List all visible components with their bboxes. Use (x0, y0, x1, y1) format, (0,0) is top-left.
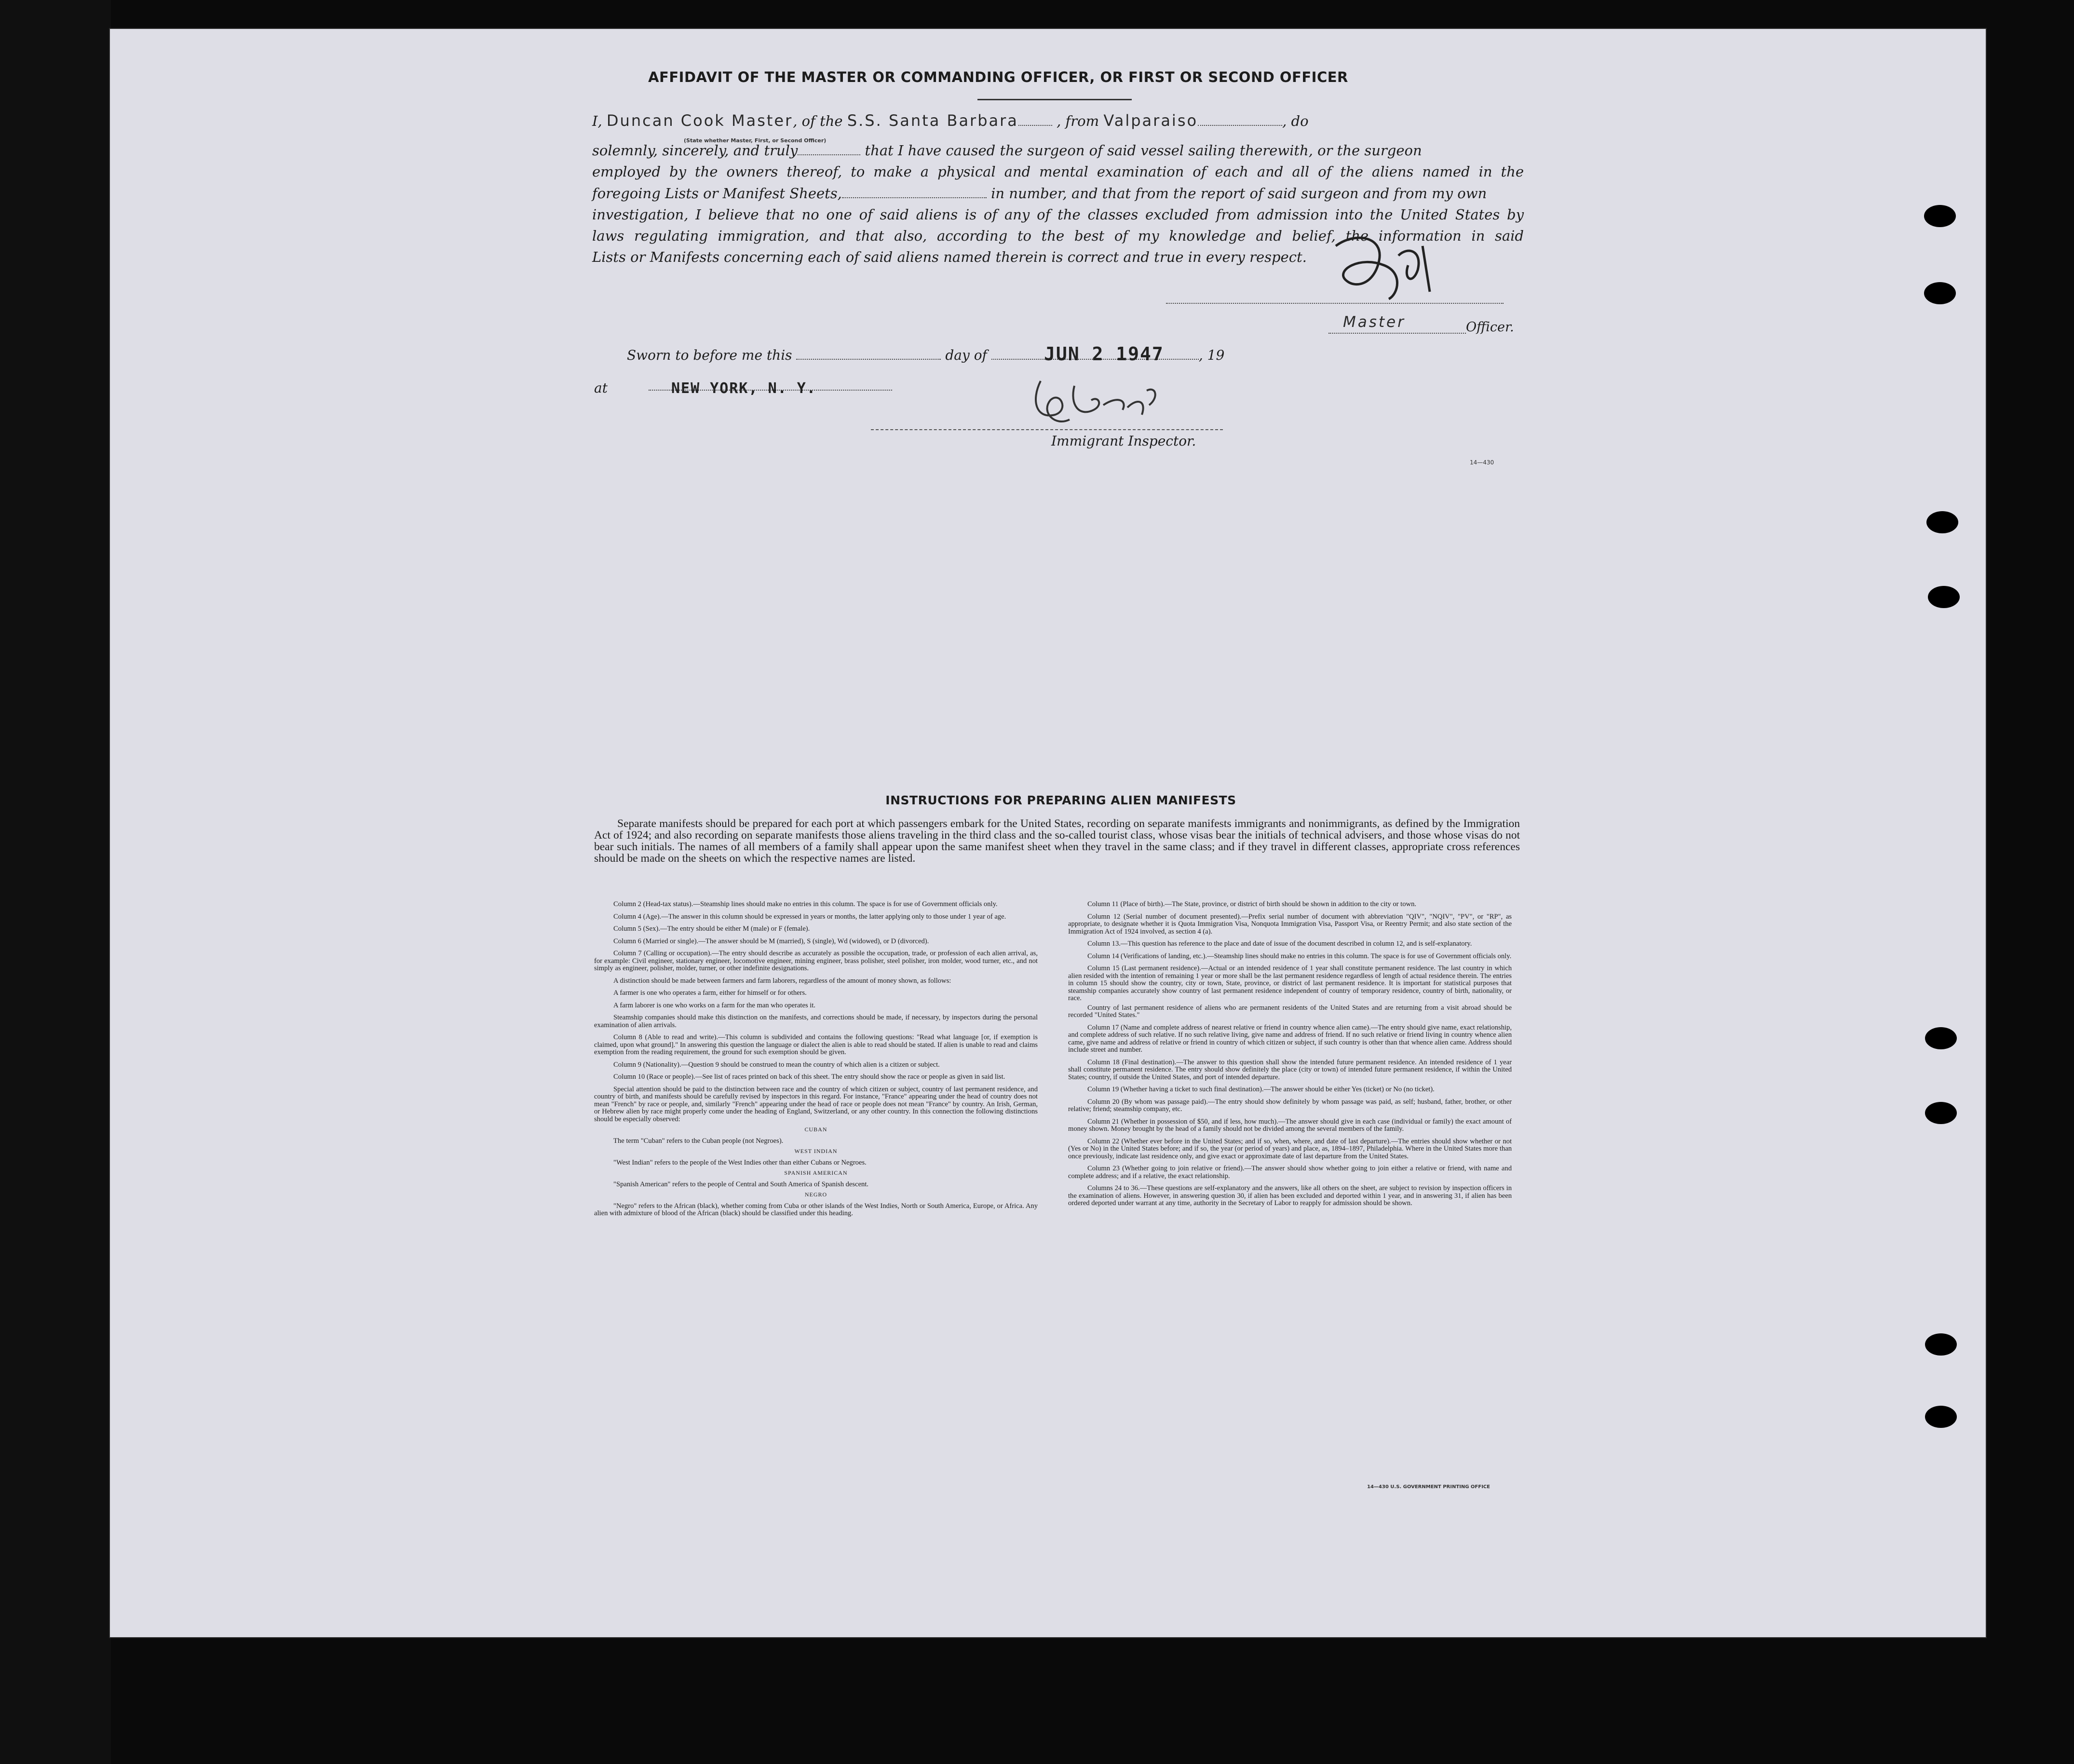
punch-hole (1925, 1027, 1957, 1049)
instruction-paragraph: Column 14 (Verifications of landing, etc.).—Steamship lines should make no entries in this column. The space is for use of Government officials only. (1087, 952, 1512, 960)
affidavit-line-3: employed by the owners thereof, to make a physical and mental examination of each and all of the aliens named in the (592, 163, 1524, 180)
instruction-paragraph: Column 7 (Calling or occupation).—The entry should describe as accurately as possible the occupation, trade, or profession of each alien arrival, as, for example: Civil engineer, stationary engineer, locomotive engineer, mining engineer, brass polisher, steel polisher, iron molder, wood turner, etc., and not simply as engineer, polisher, molder, turner, or other indefinite designations. (594, 950, 1038, 972)
instruction-paragraph: Column 4 (Age).—The answer in this column should be expressed in years or months, the latter applying only to those under 1 year of age. (613, 912, 1006, 921)
master-signature (1326, 227, 1442, 309)
affidavit-line-2: solemnly, sincerely, and truly that I have caused the surgeon of said vessel sailing therewith, or the surgeon (592, 142, 1422, 159)
instruction-paragraph: Column 20 (By whom was passage paid).—The entry should show definitely by whom passage was paid, as self; husband, father, brother, or other relative; friend; steamship company, etc. (1068, 1098, 1512, 1113)
instruction-paragraph: Column 11 (Place of birth).—The State, province, or district of birth should be shown in addition to the city or town. (1087, 900, 1417, 908)
instruction-paragraph: Special attention should be paid to the distinction between race and the country of which citizen or subject, country of last permanent residence, and country of birth, and manifests should be carefully revised by inspectors in this regard. For instance, "France" appearing under the head of country does not mean "French" by race or people, and, similarly "French" appearing under the head of race or people does not mean "France" by country. An Irish, German, or Hebrew alien by race might properly come under the heading of England, Switzerland, or any other country. In this connection the following distinctions should be especially observed: (594, 1085, 1038, 1123)
affidavit-line-5: investigation, I believe that no one of said aliens is of any of the classes excluded from admission into the United States by (592, 206, 1524, 223)
section-heading-negro: NEGRO (804, 1191, 827, 1198)
instructions-right-column (1068, 901, 1512, 1209)
punch-hole (1925, 1102, 1957, 1124)
instruction-paragraph: Column 9 (Nationality).—Question 9 should be construed to mean the country of which alien is a citizen or subject. (613, 1060, 940, 1069)
inspector-signature-line (871, 429, 1223, 430)
instruction-paragraph: Column 19 (Whether having a ticket to such final destination).—The answer should be either Yes (ticket) or No (no ticket). (1087, 1086, 1435, 1093)
date-stamp: JUN 2 1947 (1044, 343, 1164, 365)
inspector-label: Immigrant Inspector. (1051, 433, 1196, 449)
instruction-paragraph: A distinction should be made between farmers and farm laborers, regardless of the amount of money shown, as follows: (613, 977, 951, 985)
inspector-signature (1026, 371, 1161, 434)
affidavit-title: AFFIDAVIT OF THE MASTER OR COMMANDING OFFICER, OR FIRST OR SECOND OFFICER (648, 69, 1348, 85)
punch-hole (1928, 586, 1960, 608)
signature-line (1166, 303, 1504, 304)
punch-hole (1924, 205, 1956, 227)
at-label: at (594, 380, 608, 396)
officer-rank-handwritten: Master (1343, 313, 1406, 331)
title-rule (977, 99, 1132, 100)
instruction-paragraph: Column 6 (Married or single).—The answer should be M (married), S (single), Wd (widowed), or D (divorced). (613, 937, 929, 945)
film-border (0, 0, 111, 1764)
affidavit-line-4: foregoing Lists or Manifest Sheets, in number, and that from the report of said surgeon and from my own (592, 185, 1487, 202)
instructions-left-column (594, 901, 1038, 1220)
rank-note: (State whether Master, First, or Second Officer) (684, 137, 827, 144)
printer-imprint: 14—430 U.S. GOVERNMENT PRINTING OFFICE (1367, 1484, 1490, 1490)
instruction-paragraph: "West Indian" refers to the people of the West Indies other than either Cubans or Negroes. (613, 1158, 867, 1167)
instruction-paragraph: Column 17 (Name and complete address of nearest relative or friend in country whence alien came).—The entry should give name, exact relationship, and complete address of such relative. If no such relative living, give name and address of friend. If no such relative or friend living in country whence alien came, give name and address of relative or friend in country of which citizen or subject, if such country is other than that whence alien came. Address should include street and number. (1068, 1023, 1512, 1054)
instruction-paragraph: "Negro" refers to the African (black), whether coming from Cuba or other islands of the West Indies, North or South America, Europe, or Africa. Any alien with admixture of blood of the African (black) should be classified under this heading. (594, 1202, 1038, 1217)
section-heading-spanish-american: SPANISH AMERICAN (784, 1169, 848, 1176)
instructions-intro: Separate manifests should be prepared for each port at which passengers embark for the United States, recording on separate manifests immigrants and nonimmigrants, as defined by the Immigration Act of 1924; and also recording on separate manifests those aliens traveling in the third class and the so-called tourist class, whose visas bear the initials of technical advisers, and those whose visas do not bear such initials. The names of all members of a family shall appear upon the same manifest sheet when they travel in the same class; and if they travel in different classes, appropriate cross references should be made on the sheets on which the respective names are listed. (594, 817, 1520, 865)
instruction-paragraph: Columns 24 to 36.—These questions are self-explanatory and the answers, like all others on the sheet, are subject to revision by inspection officers in the examination of aliens. However, in answering question 30, if alien has been excluded and deported within 1 year, and in answering 31, if alien has been ordered deported under warrant at any time, authority in the Secretary of Labor to reapply for admission should be shown. (1068, 1184, 1512, 1207)
punch-hole (1924, 282, 1956, 304)
master-name-handwritten: Duncan Cook Master (606, 111, 793, 130)
sworn-row: Sworn to before me this day of , 19 (627, 347, 1225, 363)
instruction-paragraph: Column 5 (Sex).—The entry should be either M (male) or F (female). (613, 925, 810, 933)
departure-port-handwritten: Valparaiso (1103, 111, 1198, 130)
instruction-paragraph: Column 18 (Final destination).—The answer to this question shall show the intended future permanent residence. An intended residence of 1 year shall constitute permanent residence. The entry should show definitely the place (city or town) of intended future permanent residence, if within the United States; country, if outside the United States, and port of intended departure. (1068, 1058, 1512, 1081)
instruction-paragraph: Column 2 (Head-tax status).—Steamship lines should make no entries in this column. The space is for use of Government officials only. (613, 900, 998, 908)
punch-hole (1926, 511, 1958, 533)
instruction-paragraph: Column 10 (Race or people).—See list of races printed on back of this sheet. The entry should show the race or people as given in said list. (613, 1073, 1005, 1081)
punch-hole (1925, 1333, 1957, 1356)
punch-hole (1925, 1406, 1957, 1428)
affidavit-line-1: I, Duncan Cook Master, of the S.S. Santa Barbara , from Valparaiso , do (592, 111, 1309, 130)
instruction-paragraph: Column 15 (Last permanent residence).—Actual or an intended residence of 1 year shall constitute permanent residence. The last country in which alien resided with the intention of remaining 1 year or more shall be the last permanent residence regardless of length of actual residence therein. The entries in column 15 should show the country, city or town, State, province, or district of last permanent residence. It is important for statistical purposes that steamship companies accurately show country of last permanent residence independent of country of temporary residence, country of birth, nationality, or race. (1068, 964, 1512, 1002)
section-heading-cuban: CUBAN (804, 1126, 827, 1133)
instruction-paragraph: Column 22 (Whether ever before in the United States; and if so, when, where, and date of last departure).—The entries should show whether or not (Yes or No) in the United States before; and if so, the year (or period of years) and place, as, 1894–1897, Philadelphia. Where in the United States more than once previously, indicate last residence only, and give exact or approximate date of last departure from the United States. (1068, 1137, 1512, 1160)
instruction-paragraph: A farmer is one who operates a farm, either for himself or for others. (613, 989, 807, 997)
instruction-paragraph: The term "Cuban" refers to the Cuban people (not Negroes). (613, 1137, 784, 1145)
vessel-name-handwritten: S.S. Santa Barbara (847, 111, 1018, 130)
officer-label: Officer. (1466, 320, 1514, 335)
instruction-paragraph: "Spanish American" refers to the people of Central and South America of Spanish descent. (613, 1180, 869, 1188)
officer-dotted-line (1328, 333, 1466, 334)
instruction-paragraph: Steamship companies should make this distinction on the manifests, and corrections should be made, if necessary, by inspectors during the personal examination of alien arrivals. (594, 1014, 1038, 1029)
instruction-paragraph: Column 13.—This question has reference to the place and date of issue of the document described in column 12, and is self-explanatory. (1087, 940, 1472, 948)
instruction-paragraph: Column 21 (Whether in possession of $50, and if less, how much).—The answer should give in each case (individual or family) the exact amount of money shown. Money brought by the head of a family should not be divided among the several members of the family. (1068, 1117, 1512, 1133)
affidavit-line-6: laws regulating immigration, and that also, according to the best of my knowledge and belief, the information in said (592, 228, 1524, 244)
instruction-paragraph: Column 12 (Serial number of document presented).—Prefix serial number of document with abbreviation "QIV", "NQIV", "PV", or "RP", as appropriate, to designate whether it is Quota Immigration Visa, Nonquota Immigration Visa, Passport Visa, or Reentry Permit; and also state section of the Immigration Act of 1924 involved, as section 4 (a). (1068, 912, 1512, 936)
instruction-paragraph: A farm laborer is one who works on a farm for the man who operates it. (613, 1001, 816, 1009)
form-code: 14—430 (1470, 459, 1494, 466)
instructions-title: INSTRUCTIONS FOR PREPARING ALIEN MANIFESTS (885, 793, 1236, 807)
affidavit-line-7: Lists or Manifests concerning each of said aliens named therein is correct and true in every respect. (592, 249, 1307, 265)
instruction-paragraph: Column 8 (Able to read and write).—This column is subdivided and contains the following questions: "Read what language [or, if exemption is claimed, upon what ground]." In answering this question the language or dialect the alien is able to read should be stated. If alien is unable to read and claims exemption from the reading requirement, the ground for such exemption should be given. (594, 1033, 1038, 1056)
place-stamp: NEW YORK, N. Y. (671, 380, 816, 397)
instruction-paragraph: Column 23 (Whether going to join relative or friend).—The answer should show whether going to join either a relative or friend, with name and complete address; and if a relative, the exact relationship. (1068, 1165, 1512, 1180)
instruction-paragraph: Country of last permanent residence of aliens who are permanent residents of the United States and are returning from a visit abroad should be recorded "United States." (1068, 1004, 1512, 1019)
section-heading-west-indian: WEST INDIAN (794, 1148, 838, 1154)
